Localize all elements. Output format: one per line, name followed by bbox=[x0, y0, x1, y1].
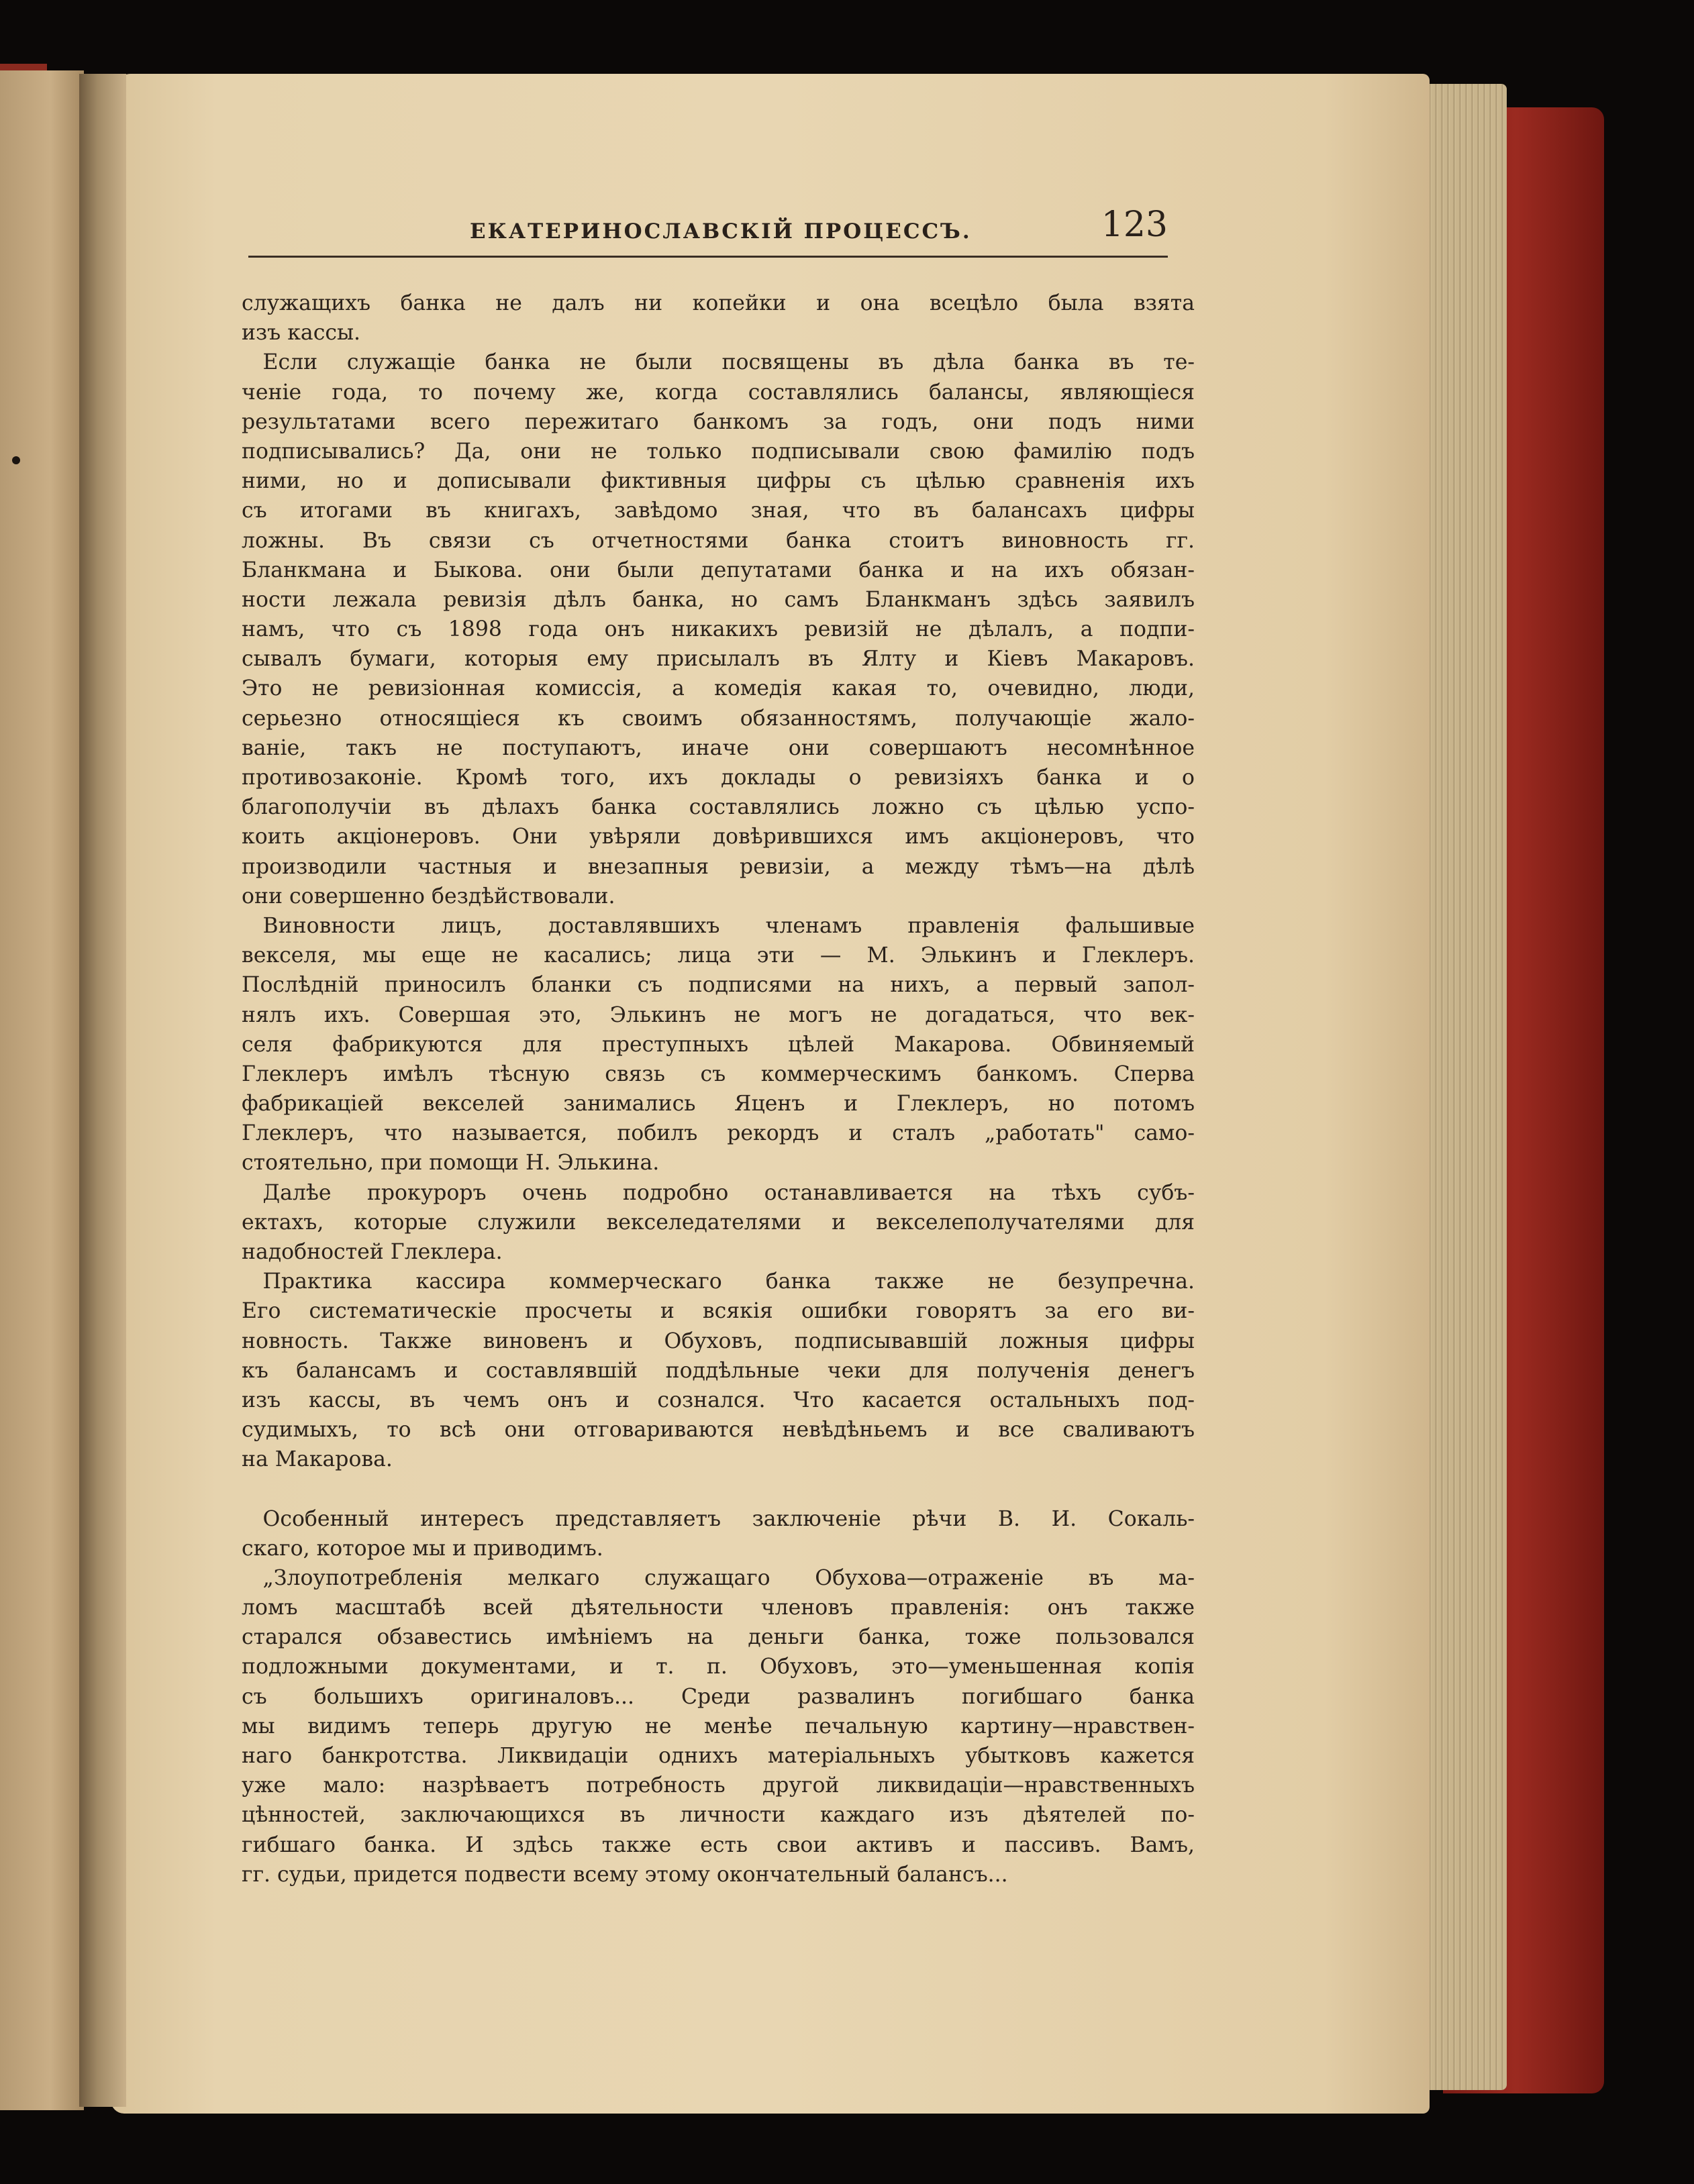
text-line: мы видимъ теперь другую не менѣе печальную картину—нравствен- bbox=[242, 1714, 1195, 1738]
header-rule bbox=[248, 256, 1168, 258]
binding-mark bbox=[12, 456, 20, 464]
text-line: серьезно относящіеся къ своимъ обязанностямъ, получающіе жало- bbox=[242, 706, 1195, 731]
paragraph bbox=[242, 1504, 1195, 1563]
text-line: производили частныя и внезапныя ревизіи, а между тѣмъ—на дѣлѣ bbox=[242, 854, 1195, 879]
text-line: Если служащіе банка не были посвящены въ дѣла банка въ те- bbox=[242, 350, 1195, 375]
text-line: Его систематическіе просчеты и всякія ошибки говорятъ за его ви- bbox=[242, 1299, 1195, 1324]
body-text bbox=[242, 289, 1195, 1889]
paragraph bbox=[242, 1563, 1195, 1889]
text-line: они совершенно бездѣйствовали. bbox=[242, 884, 615, 908]
text-line: служащихъ банка не далъ ни копейки и она всецѣло была взята bbox=[242, 291, 1195, 315]
text-line: ектахъ, которые служили векселедателями и векселеполучателями для bbox=[242, 1210, 1195, 1235]
text-line: подложными документами, и т. п. Обуховъ, это—уменьшенная копія bbox=[242, 1655, 1195, 1679]
text-line: Практика кассира коммерческаго банка также не безупречна. bbox=[242, 1269, 1195, 1294]
paragraph bbox=[242, 911, 1195, 1178]
text-line: судимыхъ, то всѣ они отговариваются невѣдѣньемъ и все сваливаютъ bbox=[242, 1418, 1195, 1443]
text-line: коить акціонеровъ. Они увѣряли довѣрившихся имъ акціонеровъ, что bbox=[242, 825, 1195, 849]
text-line: Послѣдній приносилъ бланки съ подписями на нихъ, а первый запол- bbox=[242, 973, 1195, 998]
text-line: селя фабрикуются для преступныхъ цѣлей Макарова. Обвиняемый bbox=[242, 1032, 1195, 1057]
text-line: стоятельно, при помощи Н. Элькина. bbox=[242, 1151, 660, 1176]
text-line: „Злоупотребленія мелкаго служащаго Обухова—отраженіе въ ма- bbox=[242, 1565, 1195, 1590]
book-gutter bbox=[79, 74, 126, 2107]
text-line: ними, но и дописывали фиктивныя цифры съ цѣлью сравненія ихъ bbox=[242, 469, 1195, 494]
text-line: надобностей Глеклера. bbox=[242, 1240, 503, 1264]
text-line: фабрикаціей векселей занимались Яценъ и Глеклеръ, но потомъ bbox=[242, 1092, 1195, 1116]
text-line: новность. Также виновенъ и Обуховъ, подписывавшій ложныя цифры bbox=[242, 1329, 1195, 1353]
text-line: ности лежала ревизія дѣлъ банка, но самъ Бланкманъ здѣсь заявилъ bbox=[242, 587, 1195, 612]
text-line: Глеклеръ, что называется, побилъ рекордъ и сталъ „работать" само- bbox=[242, 1121, 1195, 1146]
paragraph bbox=[242, 1178, 1195, 1267]
paragraph-gap bbox=[242, 1475, 1195, 1504]
text-line: намъ, что съ 1898 года онъ никакихъ ревизій не дѣлалъ, а подпи- bbox=[242, 617, 1195, 642]
paragraph bbox=[242, 348, 1195, 911]
paragraph bbox=[242, 1267, 1195, 1474]
text-line: нялъ ихъ. Совершая это, Элькинъ не могъ не догадаться, что век- bbox=[242, 1002, 1195, 1027]
text-line: гг. судьи, придется подвести всему этому окончательный балансъ... bbox=[242, 1862, 1008, 1887]
page-number: 123 bbox=[1101, 205, 1168, 245]
text-line: векселя, мы еще не касались; лица эти — М. Элькинъ и Глеклеръ. bbox=[242, 943, 1195, 968]
page-header bbox=[248, 198, 1168, 258]
page-block-edges bbox=[1419, 84, 1507, 2090]
text-line: цѣнностей, заключающихся въ личности каждаго изъ дѣятелей по- bbox=[242, 1803, 1195, 1828]
text-line: Глеклеръ имѣлъ тѣсную связь съ коммерческимъ банкомъ. Сперва bbox=[242, 1061, 1195, 1086]
text-line: старался обзавестись имѣніемъ на деньги банка, тоже пользовался bbox=[242, 1625, 1195, 1650]
text-line: Далѣе прокуроръ очень подробно останавливается на тѣхъ субъ- bbox=[242, 1180, 1195, 1205]
text-line: съ итогами въ книгахъ, завѣдомо зная, что въ балансахъ цифры bbox=[242, 499, 1195, 523]
text-line: Особенный интересъ представляетъ заключеніе рѣчи В. И. Сокаль- bbox=[242, 1506, 1195, 1531]
running-title: ЕКАТЕРИНОСЛАВСКІЙ ПРОЦЕССЪ. bbox=[470, 219, 972, 244]
text-line: ченіе года, то почему же, когда составлялись балансы, являющіеся bbox=[242, 380, 1195, 405]
text-line: подписывались? Да, они не только подписывали свою фамилію подъ bbox=[242, 439, 1195, 464]
text-line: къ балансамъ и составлявшій поддѣльные чеки для полученія денегъ bbox=[242, 1358, 1195, 1383]
text-line: результатами всего пережитаго банкомъ за годъ, они подъ ними bbox=[242, 409, 1195, 434]
text-line: изъ кассы. bbox=[242, 321, 361, 346]
text-line: ломъ масштабѣ всей дѣятельности членовъ правленія: онъ также bbox=[242, 1596, 1195, 1620]
text-line: наго банкротства. Ликвидаціи однихъ матеріальныхъ убытковъ кажется bbox=[242, 1744, 1195, 1768]
text-line: ложны. Въ связи съ отчетностями банка стоитъ виновность гг. bbox=[242, 528, 1195, 553]
text-line: гибшаго банка. И здѣсь также есть свои активъ и пассивъ. Вамъ, bbox=[242, 1832, 1195, 1857]
text-line: скаго, которое мы и приводимъ. bbox=[242, 1536, 603, 1561]
text-line: на Макарова. bbox=[242, 1447, 393, 1472]
text-line: благополучіи въ дѣлахъ банка составлялись ложно съ цѣлью успо- bbox=[242, 795, 1195, 820]
text-line: уже мало: назрѣваетъ потребность другой ликвидаціи—нравственныхъ bbox=[242, 1773, 1195, 1798]
text-line: противозаконіе. Кромѣ того, ихъ доклады о ревизіяхъ банка и о bbox=[242, 766, 1195, 790]
text-line: изъ кассы, въ чемъ онъ и сознался. Что касается остальныхъ под- bbox=[242, 1388, 1195, 1412]
text-line: съ большихъ оригиналовъ... Среди развалинъ погибшаго банка bbox=[242, 1684, 1195, 1709]
text-line: Бланкмана и Быкова. они были депутатами банка и на ихъ обязан- bbox=[242, 558, 1195, 582]
text-line: Виновности лицъ, доставлявшихъ членамъ правленія фальшивые bbox=[242, 913, 1195, 938]
left-page bbox=[0, 70, 84, 2110]
text-line: ваніе, такъ не поступаютъ, иначе они совершаютъ несомнѣнное bbox=[242, 735, 1195, 760]
text-line: Это не ревизіонная комиссія, а комедія какая то, очевидно, люди, bbox=[242, 676, 1195, 701]
text-line: сывалъ бумаги, которыя ему присылалъ въ Ялту и Кіевъ Макаровъ. bbox=[242, 647, 1195, 672]
paragraph bbox=[242, 289, 1195, 348]
